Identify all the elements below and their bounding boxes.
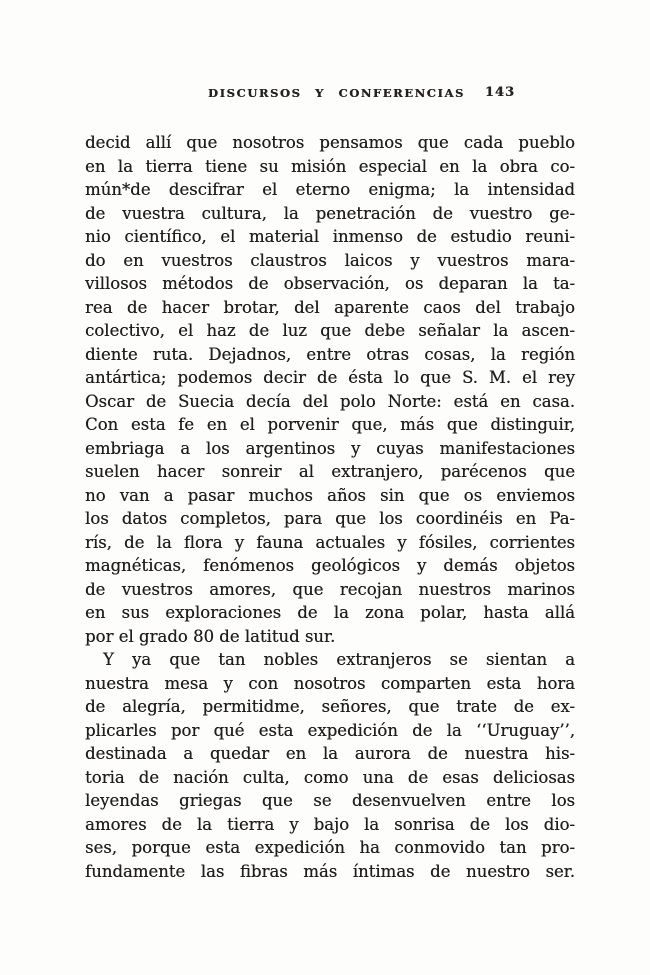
text-line: nio científico, el material inmenso de estudio reuni- [85,227,575,246]
text-line: de vuestra cultura, la penetración de vuestro ge- [85,203,575,223]
text-line: de alegría, permitidme, señores, que trate de ex- [85,697,575,716]
running-title: DISCURSOS Y CONFERENCIAS [208,86,465,100]
text-line: embriaga a los argentinos y cuyas manifestaciones [85,438,575,458]
text-line: los datos completos, para que los coordinéis en Pa- [85,509,575,528]
text-line: magnéticas, fenómenos geológicos y demás objetos [85,556,575,575]
text-line: ses, porque esta expedición ha conmovido tan pro- [85,838,575,857]
text-line: nuestra mesa y con nosotros comparten esta hora [85,673,575,693]
text-line: colectivo, el haz de luz que debe señalar la ascen- [85,321,575,340]
text-line: Y ya que tan nobles extranjeros se sientan a [103,650,575,669]
body-text [85,131,575,883]
text-line: amores de la tierra y bajo la sonrisa de los dio- [85,814,575,834]
text-line: de vuestros amores, que recojan nuestros marinos [85,579,575,599]
text-line: rís, de la flora y fauna actuales y fósiles, corrientes [85,532,575,552]
text-line: suelen hacer sonreir al extranjero, parécenos que [85,462,575,481]
page-number: 143 [484,85,515,100]
text-line: antártica; podemos decir de ésta lo que S. M. el rey [85,368,575,387]
text-line: en sus exploraciones de la zona polar, hasta allá [85,603,575,622]
text-line: mún*de descifrar el eterno enigma; la intensidad [85,180,575,199]
text-line: Con esta fe en el porvenir que, más que distinguir, [85,415,575,434]
text-line: fundamente las fibras más íntimas de nuestro ser. [85,861,575,881]
text-line: en la tierra tiene su misión especial en la obra co- [85,156,575,176]
text-line: do en vuestros claustros laicos y vuestros mara- [85,250,575,270]
text-line: por el grado 80 de latitud sur. [85,626,336,646]
text-line: toria de nación culta, como una de esas deliciosas [85,767,575,787]
text-line: villosos métodos de observación, os deparan la ta- [85,274,575,293]
text-line: leyendas griegas que se desenvuelven entre los [85,791,575,810]
text-line: destinada a quedar en la aurora de nuestra his- [85,744,575,763]
page-header [85,86,575,104]
text-line: decid allí que nosotros pensamos que cada pueblo [85,133,575,152]
text-line: Oscar de Suecia decía del polo Norte: está en casa. [85,391,575,411]
text-line: no van a pasar muchos años sin que os enviemos [85,485,575,505]
text-line: rea de hacer brotar, del aparente caos del trabajo [85,297,575,317]
text-line: plicarles por qué esta expedición de la ‘‘Uruguay’’, [85,720,575,740]
text-line: diente ruta. Dejadnos, entre otras cosas, la región [85,344,575,364]
